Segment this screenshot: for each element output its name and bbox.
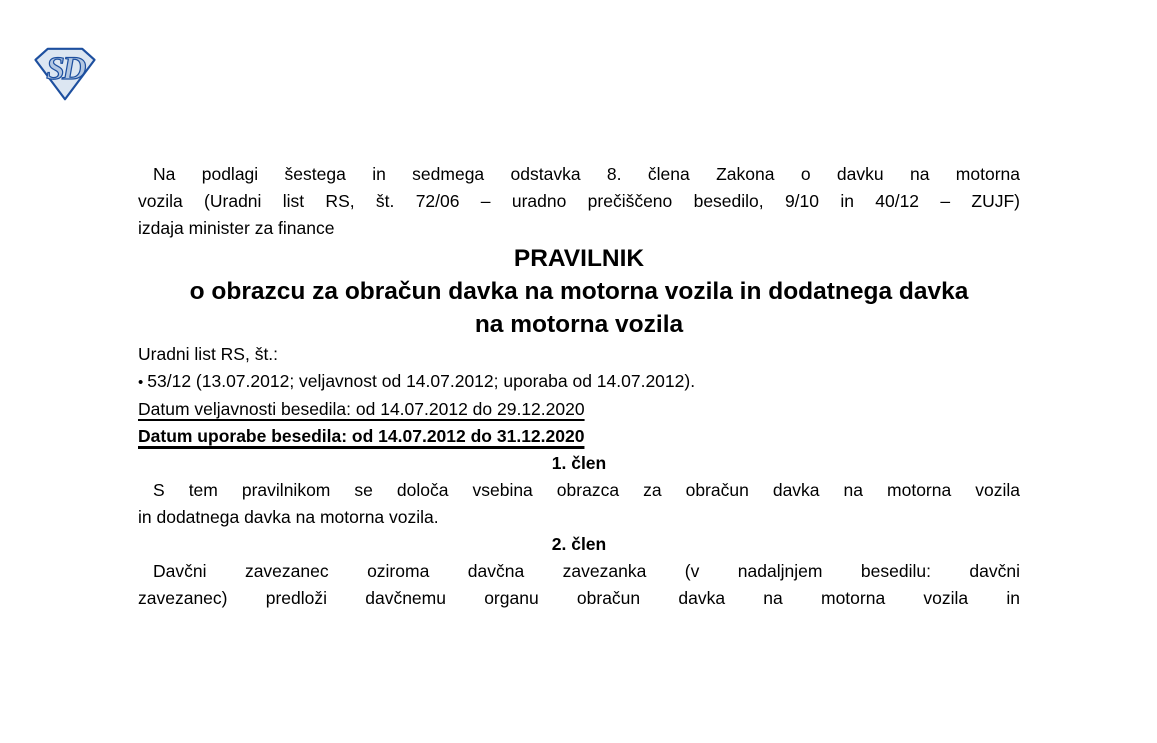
article-1-line: in dodatnega davka na motorna vozila. — [138, 507, 439, 527]
intro-paragraph — [138, 161, 1020, 242]
article-2-paragraph — [138, 558, 1020, 612]
usage-date-line: Datum uporabe besedila: od 14.07.2012 do 31.12.2020 — [138, 426, 585, 446]
title-line-2: o obrazcu za obračun davka na motorna vozila in dodatnega davka — [189, 278, 969, 305]
title-line-3: na motorna vozila — [474, 311, 684, 338]
validity-section — [138, 396, 1020, 450]
validity-date-line: Datum veljavnosti besedila: od 14.07.2012 do 29.12.2020 — [138, 399, 585, 419]
intro-line: Na podlagi šestega in sedmega odstavka 8. člena Zakona o davku na motorna — [153, 164, 1020, 184]
gazette-item-text: 53/12 (13.07.2012; veljavnost od 14.07.2012; uporaba od 14.07.2012). — [147, 371, 696, 391]
title-line-1: PRAVILNIK — [513, 245, 645, 272]
intro-line: vozila (Uradni list RS, št. 72/06 – uradno prečiščeno besedilo, 9/10 in 40/12 – ZUJF) — [138, 191, 1020, 211]
article-2-heading: 2. člen — [551, 534, 607, 554]
logo-letters: SD — [46, 49, 84, 87]
sd-shield-logo — [33, 46, 97, 102]
article-2-line: Davčni zavezanec oziroma davčna zavezanka (v nadaljnjem besedilu: davčni — [153, 561, 1020, 581]
article-1-paragraph — [138, 477, 1020, 531]
document-body — [138, 0, 1020, 612]
bullet-icon: • — [138, 374, 144, 391]
official-gazette-section — [138, 341, 1020, 396]
gazette-item — [138, 368, 1020, 396]
sd-shield-icon — [33, 46, 97, 102]
gazette-label: Uradni list RS, št.: — [138, 344, 279, 364]
intro-line: izdaja minister za finance — [138, 218, 335, 238]
article-1-heading: 1. člen — [551, 453, 607, 473]
document-title — [138, 242, 1020, 341]
article-1-line: S tem pravilnikom se določa vsebina obrazca za obračun davka na motorna vozila — [153, 480, 1020, 500]
article-2-line: zavezanec) predloži davčnemu organu obračun davka na motorna vozila in — [138, 588, 1020, 608]
